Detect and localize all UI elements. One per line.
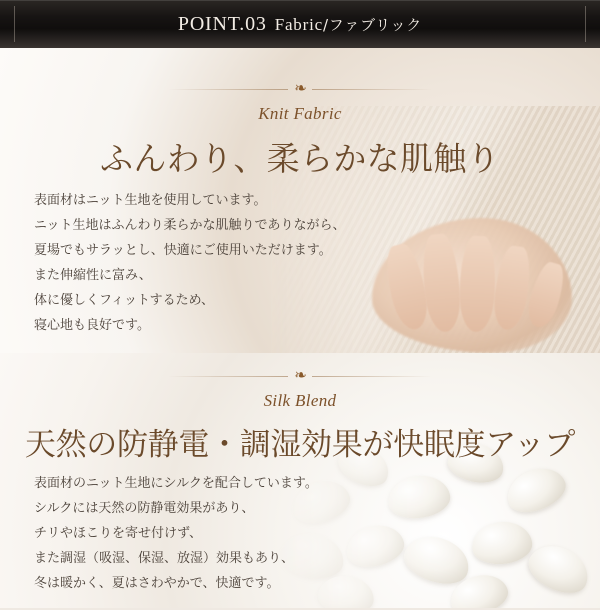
body-copy-silk (34, 471, 318, 596)
script-title-silk: Silk Blend (263, 391, 337, 410)
section-header-band (0, 0, 600, 48)
ornament-line-left (168, 376, 288, 377)
body-line: 夏場でもサラッとし、快適にご使用いただけます。 (34, 243, 332, 258)
cocoon (501, 460, 572, 520)
section-silk-blend (0, 353, 600, 610)
ornament-line-right (312, 89, 432, 90)
cocoon (470, 519, 534, 567)
body-line: シルクには天然の防静電効果があり、 (34, 501, 255, 516)
ornament-flourish-icon: ❧ (294, 368, 306, 384)
body-line: 表面材のニット生地にシルクを配合しています。 (34, 476, 318, 491)
cocoon (385, 472, 452, 522)
headline-silk: 天然の防静電・調湿効果が快眠度アップ (24, 427, 576, 463)
headline-knit: ふんわり、柔らかな肌触り (100, 139, 500, 178)
cocoon (522, 537, 596, 602)
ornament-divider-2 (0, 369, 600, 384)
page-title (178, 13, 422, 36)
section-knit-fabric (0, 48, 600, 353)
body-line: また調湿（吸湿、保湿、放湿）効果もあり、 (34, 551, 295, 566)
body-line: 体に優しくフィットするため、 (34, 293, 215, 308)
point-label: POINT.03 (177, 12, 267, 35)
header-separator: / (322, 15, 329, 34)
ornament-divider-1 (0, 82, 600, 97)
cocoon (342, 520, 408, 573)
body-line: チリやほこりを寄せ付けず、 (34, 526, 202, 541)
ornament-line-right (312, 376, 432, 377)
header-japanese-label: ファブリック (328, 15, 423, 34)
body-line: 表面材はニット生地を使用しています。 (34, 193, 267, 208)
body-copy-knit (34, 188, 345, 338)
header-english-label: Fabric (274, 14, 323, 34)
cocoon (316, 573, 376, 610)
body-line: ニット生地はふんわり柔らかな肌触りでありながら、 (34, 218, 346, 233)
ornament-flourish-icon: ❧ (294, 81, 306, 97)
ornament-line-left (168, 89, 288, 90)
body-line: 寝心地も良好です。 (34, 318, 150, 333)
body-line: 冬は暖かく、夏はさわやかで、快適です。 (34, 576, 280, 591)
script-title-knit: Knit Fabric (258, 104, 342, 123)
body-line: また伸縮性に富み、 (34, 268, 152, 283)
header-title-wrap (0, 0, 600, 48)
